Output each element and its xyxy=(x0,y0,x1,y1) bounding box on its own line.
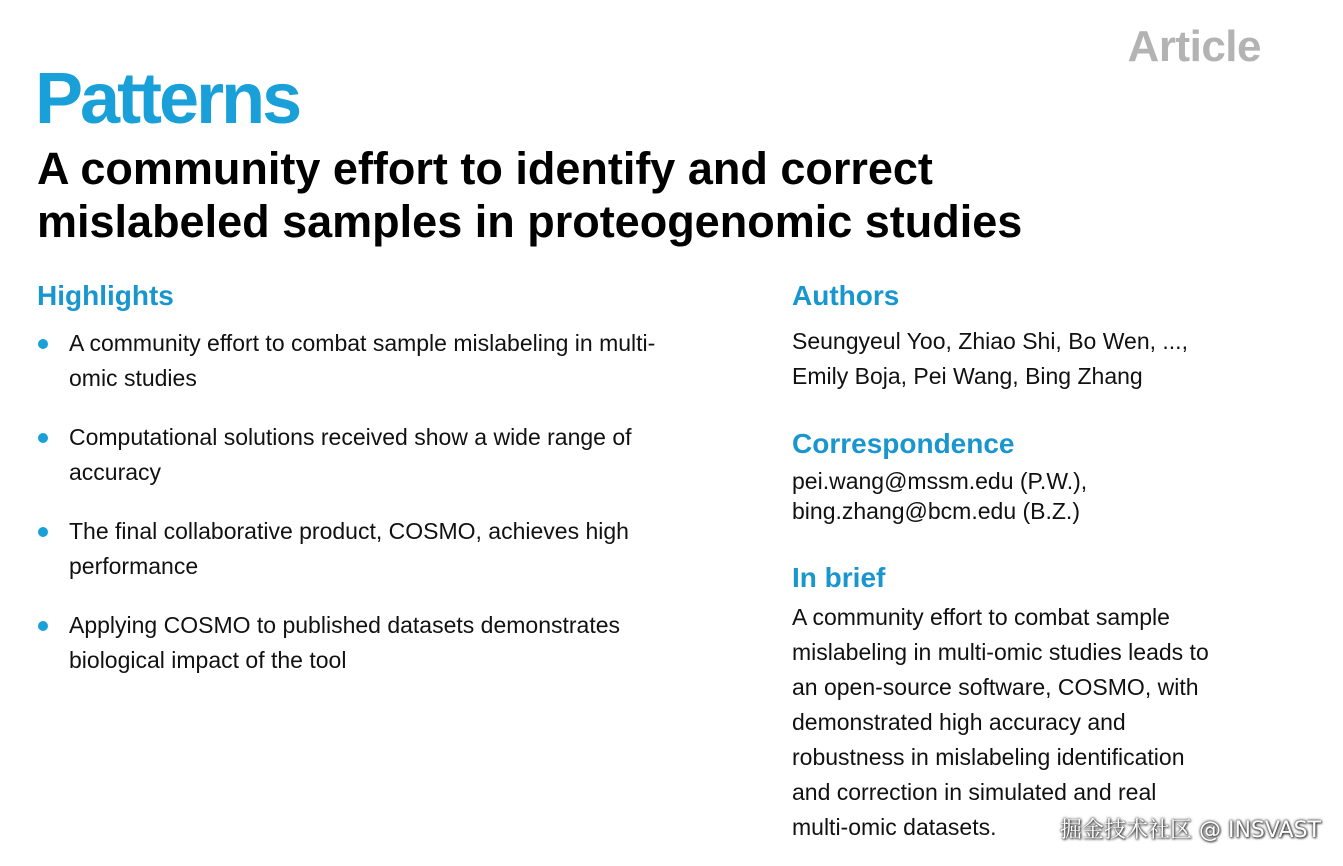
brief-line: multi-omic datasets. xyxy=(792,814,997,840)
highlight-item xyxy=(37,608,757,678)
title-line-1: A community effort to identify and correct xyxy=(37,143,933,194)
highlights-section xyxy=(37,280,757,702)
brief-line: demonstrated high accuracy and xyxy=(792,709,1126,735)
email-link-bing-zhang[interactable]: bing.zhang@bcm.edu (B.Z.) xyxy=(792,498,1080,524)
in-brief-heading: In brief xyxy=(792,562,886,593)
highlight-item xyxy=(37,420,757,490)
highlights-list xyxy=(37,326,757,678)
article-type-label: Article xyxy=(1127,22,1261,71)
authors-list xyxy=(792,324,1292,394)
bullet-icon xyxy=(38,621,48,631)
bullet-icon xyxy=(38,527,48,537)
title-line-2: mislabeled samples in proteogenomic studies xyxy=(37,196,1023,247)
brief-line: mislabeling in multi-omic studies leads to xyxy=(792,639,1209,665)
highlight-text-line-1: Applying COSMO to published datasets demonstrates xyxy=(69,612,621,638)
highlight-text-line-2: performance xyxy=(69,553,199,579)
brief-line: an open-source software, COSMO, with xyxy=(792,674,1199,700)
highlight-text-line-2: accuracy xyxy=(69,459,162,485)
brief-line: A community effort to combat sample xyxy=(792,604,1170,630)
highlight-text-line-2: biological impact of the tool xyxy=(69,647,347,673)
sidebar-info xyxy=(792,280,1292,845)
highlight-item xyxy=(37,326,757,396)
bullet-icon xyxy=(38,339,48,349)
highlight-item xyxy=(37,514,757,584)
highlight-text-line-1: A community effort to combat sample mislabeling in multi- xyxy=(69,330,656,356)
email-link-pei-wang[interactable]: pei.wang@mssm.edu (P.W.), xyxy=(792,468,1088,494)
bullet-icon xyxy=(38,433,48,443)
paper-title xyxy=(37,142,1217,248)
highlight-text-line-1: Computational solutions received show a wide range of xyxy=(69,424,632,450)
correspondence-heading: Correspondence xyxy=(792,428,1015,459)
authors-line-1: Seungyeul Yoo, Zhiao Shi, Bo Wen, ..., xyxy=(792,328,1188,354)
authors-heading: Authors xyxy=(792,280,900,311)
in-brief-text xyxy=(792,600,1272,845)
highlights-heading: Highlights xyxy=(37,280,174,311)
watermark: 掘金技术社区 @ INSVAST xyxy=(1060,818,1321,843)
highlight-text-line-2: omic studies xyxy=(69,365,197,391)
highlight-text-line-1: The final collaborative product, COSMO, achieves high xyxy=(69,518,629,544)
brief-line: and correction in simulated and real xyxy=(792,779,1157,805)
correspondence-emails xyxy=(792,466,1292,526)
authors-section xyxy=(792,280,1292,394)
journal-logo: Patterns xyxy=(35,59,300,139)
authors-line-2: Emily Boja, Pei Wang, Bing Zhang xyxy=(792,363,1143,389)
in-brief-section xyxy=(792,562,1292,845)
brief-line: robustness in mislabeling identification xyxy=(792,744,1185,770)
correspondence-section xyxy=(792,428,1292,526)
